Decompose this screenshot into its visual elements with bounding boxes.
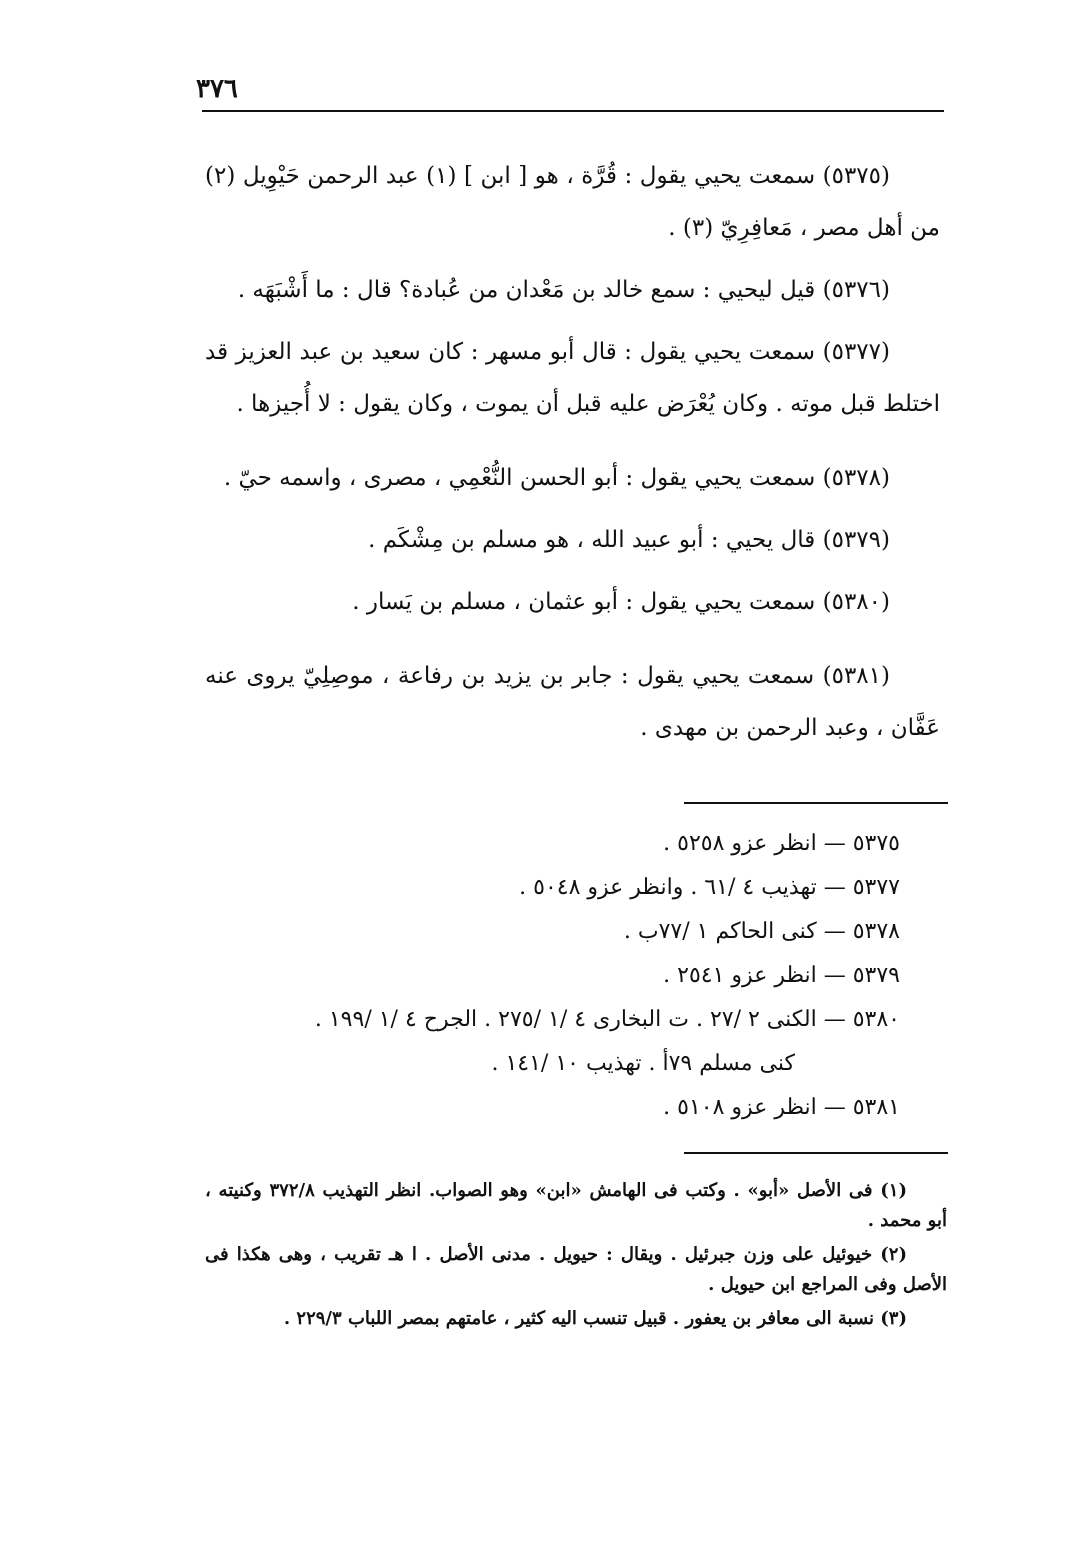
entry-5379: (٥٣٧٩) قال يحيي : أبو عبيد الله ، هو مسلم بن مِشْكَم .	[368, 527, 890, 553]
footnote-1: (١) فى الأصل «أبو» . وكتب فى الهامش «ابن» وهو الصواب. انظر التهذيب ٣٧٢/٨ وكنيته ، أبو محمد .	[205, 1180, 947, 1231]
entry-5375: (٥٣٧٥) سمعت يحيي يقول : قُرَّة ، هو [ ابن ] (١) عبد الرحمن حَيْوِيل (٢) من أهل مصر ، مَعافِرِيّ (٣) .	[205, 163, 940, 241]
entry-5378: (٥٣٧٨) سمعت يحيي يقول : أبو الحسن النُّعْمِي ، مصرى ، واسمه حيّ .	[223, 465, 890, 491]
footnotes	[205, 1176, 947, 1338]
entry-5380: (٥٣٨٠) سمعت يحيي يقول : أبو عثمان ، مسلم بن يَسار .	[352, 589, 890, 615]
entry-5381: (٥٣٨١) سمعت يحيي يقول : جابر بن يزيد بن رفاعة ، موصِلِيّ يروى عنه عَفَّان ، وعبد الرحمن بن مهدى .	[205, 663, 940, 741]
footnotes-rule	[684, 1152, 948, 1154]
entry-5376: (٥٣٧٦) قيل ليحيي : سمع خالد بن مَعْدان من عُبادة؟ قال : ما أَشْبَهَه .	[237, 277, 890, 303]
header-rule	[202, 110, 944, 112]
entry-5377: (٥٣٧٧) سمعت يحيي يقول : قال أبو مسهر : كان سعيد بن عبد العزيز قد اختلط قبل موته . وكان يُعْرَض عليه قبل أن يموت ، وكان يقول : لا أُجيزها .	[205, 339, 940, 417]
reference-5375: ٥٣٧٥ — انظر عزو ٥٢٥٨ .	[663, 831, 900, 856]
footnote-2: (٢) خيوئيل على وزن جبرئيل . ويقال : حيويل . مدنى الأصل . ا هـ تقريب ، وهى هكذا فى الأصل وفى المراجع ابن حيويل .	[205, 1244, 947, 1295]
reference-5381: ٥٣٨١ — انظر عزو ٥١٠٨ .	[663, 1095, 900, 1120]
footnote-3: (٣) نسبة الى معافر بن يعفور . قبيل تنسب اليه كثير ، عامتهم بمصر اللباب ٢٢٩/٣ .	[283, 1308, 907, 1329]
reference-5377: ٥٣٧٧ — تهذيب ٤ /٦١ . وانظر عزو ٥٠٤٨ .	[519, 875, 900, 900]
reference-5380: ٥٣٨٠ — الكنى ٢ /٢٧ . ت البخارى ٤ /١ /٢٧٥ . الجرح ٤ /١ /١٩٩ .	[314, 1007, 900, 1032]
reference-5380-continued: كنى مسلم ٧٩أ . تهذيب ١٠ /١٤١ .	[491, 1051, 795, 1076]
main-text	[205, 150, 940, 764]
references	[205, 822, 900, 1130]
page-number: ٣٧٦	[196, 74, 238, 104]
reference-5378: ٥٣٧٨ — كنى الحاكم ١ /٧٧ب .	[623, 919, 900, 944]
references-rule	[684, 802, 948, 804]
reference-5379: ٥٣٧٩ — انظر عزو ٢٥٤١ .	[663, 963, 900, 988]
